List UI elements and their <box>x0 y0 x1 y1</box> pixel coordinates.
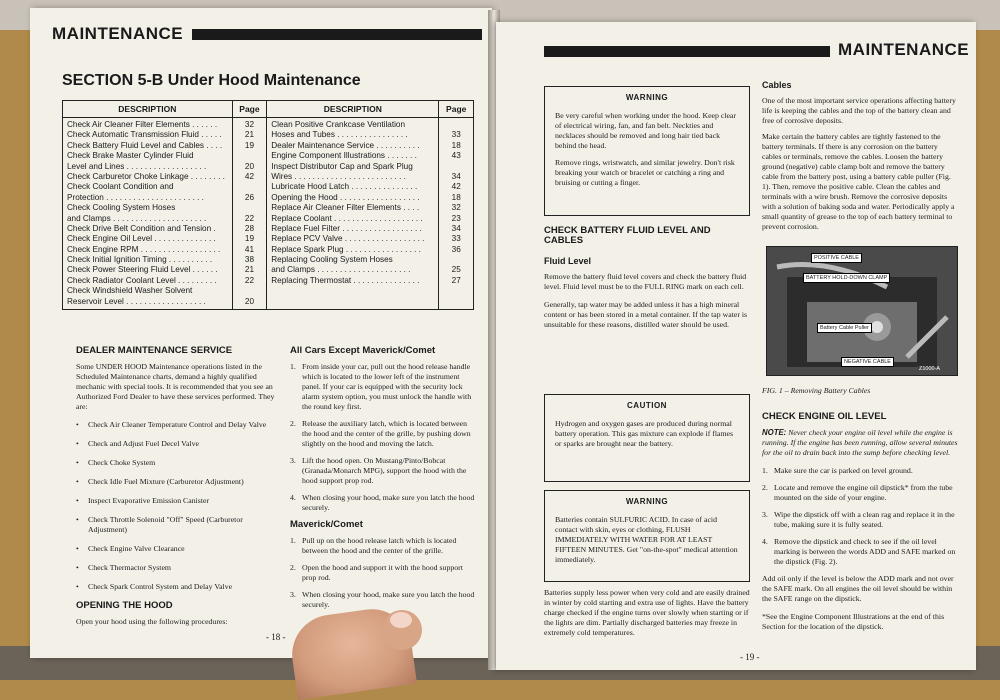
toc-entry: Check Coolant Condition and <box>67 182 174 192</box>
toc-page-number: 21 <box>244 265 254 275</box>
toc-entry: Check Carburetor Choke Linkage . . . . . . . . <box>67 171 225 181</box>
battery-photo <box>766 246 958 376</box>
step-item <box>290 590 478 610</box>
step-number: 3. <box>762 510 768 519</box>
dealer-item: • Check Engine Valve Clearance <box>76 544 276 554</box>
step-text: Locate and remove the engine oil dipstick* from the tube mounted on the side of your engine. <box>774 483 953 502</box>
toc-column-1-pages <box>232 118 267 310</box>
warning-1-text-1: Be very careful when working under the hood. Keep clear of electrical wiring, fan, and fan belt. Neckties and necklaces should be removed and long hair tied back behind the head. <box>555 111 736 150</box>
step-item <box>290 419 478 449</box>
toc-page-number <box>237 203 263 213</box>
toc-entry: and Clamps . . . . . . . . . . . . . . . . . . . . . <box>271 265 411 275</box>
toc-page-number: 38 <box>244 255 254 265</box>
header-bar-right <box>544 46 830 57</box>
toc-page-number: 32 <box>451 203 461 213</box>
toc-page-number: 34 <box>451 223 461 233</box>
fluid-text-2: Generally, tap water may be added unless it has a high mineral content or has been stored in a metal container. If the tap water is unsuitable for these reasons, distilled water should be used. <box>544 300 748 329</box>
toc-page-number: 41 <box>244 244 254 254</box>
table-header-description-2: DESCRIPTION <box>267 101 439 118</box>
figure-caption: FIG. 1 – Removing Battery Cables <box>762 386 871 395</box>
toc-column-1-items <box>63 118 233 310</box>
step-item <box>762 466 958 476</box>
toc-entry: Check Power Steering Fluid Level . . . . . . <box>67 265 218 275</box>
fluid-level-title: Fluid Level <box>544 256 592 266</box>
battery-illustration <box>767 247 957 375</box>
toc-page-number: 22 <box>244 275 254 285</box>
step-item <box>290 536 478 556</box>
toc-page-number: 19 <box>244 234 254 244</box>
toc-page-number: 32 <box>244 120 254 129</box>
dealer-title: DEALER MAINTENANCE SERVICE <box>76 345 233 356</box>
maverick-steps <box>290 536 478 610</box>
dealer-column <box>76 346 276 627</box>
toc-page-number <box>443 162 469 172</box>
toc-entry: Check Drive Belt Condition and Tension . <box>67 223 216 233</box>
toc-entry: Check Radiator Coolant Level . . . . . . . . . <box>67 275 217 285</box>
label-positive-cable: POSITIVE CABLE <box>811 253 862 263</box>
toc-page-number: 25 <box>451 265 461 275</box>
step-item <box>762 510 958 530</box>
left-page-header: MAINTENANCE <box>52 24 184 43</box>
toc-page-number <box>443 255 469 265</box>
step-text: Release the auxiliary latch, which is located between the hood and the center of the grille, by pushing down slightly on the hood and moving the latch. <box>302 419 471 448</box>
toc-entry: Replacing Cooling System Hoses <box>271 255 393 265</box>
toc-page-number: 22 <box>244 213 254 223</box>
dealer-item: • Check Idle Fuel Mixture (Carburetor Adjustment) <box>76 477 276 487</box>
table-header-description: DESCRIPTION <box>63 101 233 118</box>
step-item <box>290 456 478 486</box>
toc-page-number <box>237 151 263 161</box>
step-text: When closing your hood, make sure you latch the hood securely. <box>302 493 475 512</box>
step-text: Make sure the car is parked on level ground. <box>774 466 913 475</box>
page-number-18: - 18 - <box>266 632 286 642</box>
oil-steps <box>762 466 958 567</box>
toc-entry: Wires . . . . . . . . . . . . . . . . . . . . . . . . . <box>271 171 406 181</box>
oil-section <box>762 412 958 632</box>
toc-page-number: 42 <box>451 182 461 192</box>
warning-box-1 <box>544 86 750 216</box>
toc-entry: Replace Spark Plug . . . . . . . . . . . . . . . . . <box>271 244 421 254</box>
step-number: 2. <box>762 483 768 492</box>
cables-text-2: Make certain the battery cables are tightly fastened to the battery terminals. If there is any corrosion on the battery cables or terminals, remove the cables. Loosen the battery ground (negative) cable clamp bolt and remove the battery cable from the battery post, using a battery cable puller (Fig. 1). Then, remove the positive cable. Clean the cables and terminals with a wire brush. Remove the corrosive deposits with a solution of baking soda and water. Periodically apply a small quantity of grease to the top of each battery terminal to prevent corrosion. <box>762 132 955 231</box>
step-item <box>762 483 958 503</box>
table-header-page-2: Page <box>439 101 474 118</box>
toc-column-2-items <box>267 118 439 310</box>
toc-entry: Check Engine RPM . . . . . . . . . . . . . . . . . . <box>67 244 221 254</box>
check-battery-title: CHECK BATTERY FLUID LEVEL AND CABLES <box>544 225 711 246</box>
cables-title: Cables <box>762 80 792 90</box>
step-number: 1. <box>290 536 296 545</box>
toc-page-number: 19 <box>244 140 254 150</box>
toc-page-number: 18 <box>451 140 461 150</box>
toc-page-number <box>237 286 263 296</box>
batteries-text: Batteries supply less power when very cold and are easily drained in winter by cold starting and extra use of lights. Have the battery charge checked if the engine turns over slowly when starting or if the lights are dim. Partially discharged batteries may freeze in extremely cold temperatures. <box>544 588 750 637</box>
step-number: 4. <box>762 537 768 546</box>
step-number: 2. <box>290 419 296 428</box>
toc-entry: and Clamps . . . . . . . . . . . . . . . . . . . . . <box>67 213 207 223</box>
toc-entry: Check Cooling System Hoses <box>67 203 176 213</box>
toc-entry: Replace Fuel Filter . . . . . . . . . . . . . . . . . . <box>271 223 422 233</box>
toc-entry: Check Automatic Transmission Fluid . . . . . <box>67 130 222 140</box>
toc-page-number: 27 <box>451 275 461 285</box>
cables-text-1: One of the most important service operations affecting battery life is keeping the cables and the top of the battery clean and free of corrosive deposits. <box>762 96 956 125</box>
toc-page-number: 21 <box>244 130 254 140</box>
dealer-item: • Check Spark Control System and Delay Valve <box>76 582 276 592</box>
dealer-list <box>76 420 276 592</box>
table-header-page: Page <box>232 101 267 118</box>
toc-entry: Check Air Cleaner Filter Elements . . . . . . <box>67 120 218 129</box>
caution-text: Hydrogen and oxygen gases are produced during normal battery operation. This gas mixture can explode if flames or sparks are brought near the battery. <box>555 419 734 448</box>
step-text: Lift the hood open. On Mustang/Pinto/Bobcat (Granada/Monarch MPG), support the hood with the hood support prop rod. <box>302 456 467 485</box>
dealer-item: • Check Thermactor System <box>76 563 276 573</box>
step-item <box>290 493 478 513</box>
oil-title: CHECK ENGINE OIL LEVEL <box>762 411 887 422</box>
section-title: SECTION 5-B Under Hood Maintenance <box>62 72 361 89</box>
fluid-text-1: Remove the battery fluid level covers and check the battery fluid level. Fluid level must be to the FULL RING mark on each cell. <box>544 272 747 291</box>
opening-title: OPENING THE HOOD <box>76 600 173 611</box>
dealer-intro: Some UNDER HOOD Maintenance operations listed in the Scheduled Maintenance charts, demand a highly qualified mechanic with special tools. It is recommended that you see an Authorized Ford Dealer to have these services performed. They are: <box>76 362 275 411</box>
toc-entry: Dealer Maintenance Service . . . . . . . . . . <box>271 140 420 150</box>
step-number: 2. <box>290 563 296 572</box>
label-negative-cable: NEGATIVE CABLE <box>841 357 894 367</box>
toc-entry: Opening the Hood . . . . . . . . . . . . . . . . . . <box>271 192 420 202</box>
toc-column-2-pages <box>439 118 474 310</box>
toc-page-number: 20 <box>244 296 254 306</box>
toc-page-number: 42 <box>244 171 254 181</box>
cables-section <box>762 80 958 232</box>
toc-page-number: 23 <box>451 213 461 223</box>
toc-entry: Engine Component Illustrations . . . . . . . <box>271 151 417 161</box>
toc-entry: Check Engine Oil Level . . . . . . . . . . . . . . <box>67 234 216 244</box>
label-cable-puller: Battery Cable Puller <box>817 323 872 333</box>
step-number: 1. <box>762 466 768 475</box>
toc-page-number: 43 <box>451 151 461 161</box>
warning-title-1: WARNING <box>625 93 669 102</box>
left-page <box>30 8 492 658</box>
right-page-header: MAINTENANCE <box>838 40 970 59</box>
contents-table <box>62 100 474 310</box>
toc-entry: Inspect Distributor Cap and Spark Plug <box>271 161 413 171</box>
right-page <box>496 22 976 670</box>
step-text: Wipe the dipstick off with a clean rag and replace it in the tube, making sure it is fully seated. <box>774 510 955 529</box>
cars-steps <box>290 362 478 513</box>
page-number-19: - 19 - <box>740 652 760 662</box>
toc-entry: Replace Air Cleaner Filter Elements . . . . <box>271 203 420 213</box>
toc-page-number <box>237 182 263 192</box>
oil-note: Never check your engine oil level while the engine is running. If the engine has been running, allow several minutes for the oil to drain back into the sump before checking level. <box>762 428 958 457</box>
maverick-title: Maverick/Comet <box>290 519 363 530</box>
dealer-item: • Check Air Cleaner Temperature Control and Delay Valve <box>76 420 276 430</box>
toc-entry: Level and Lines . . . . . . . . . . . . . . . . . . <box>67 161 207 171</box>
toc-page-number: 33 <box>451 130 461 140</box>
toc-entry: Hoses and Tubes . . . . . . . . . . . . . . . . <box>271 130 408 140</box>
toc-page-number: 26 <box>244 192 254 202</box>
oil-add-text: Add oil only if the level is below the ADD mark and not over the SAFE mark. On all engines the oil level should be within the SAFE range on the dipstick. <box>762 574 954 603</box>
toc-entry: Replacing Thermostat . . . . . . . . . . . . . . . <box>271 275 420 285</box>
label-hold-down-clamp: BATTERY HOLD-DOWN CLAMP <box>803 273 890 283</box>
toc-page-number: 36 <box>451 244 461 254</box>
opening-text: Open your hood using the following procedures: <box>76 617 228 626</box>
procedure-column <box>290 346 478 617</box>
step-text: Remove the dipstick and check to see if the oil level marking is between the words ADD and SAFE marked on the dipstick (Fig. 2). <box>774 537 956 566</box>
toc-entry: Replace Coolant . . . . . . . . . . . . . . . . . . . . <box>271 213 423 223</box>
step-text: From inside your car, pull out the hood release handle which is located to the lower left of the instrument panel. If your car is equipped with the security lock alarm system option, you must unlock the handle with the round key first. <box>302 362 472 411</box>
step-number: 3. <box>290 590 296 599</box>
dealer-item: • Check and Adjust Fuel Decel Valve <box>76 439 276 449</box>
step-item <box>762 537 958 567</box>
step-number: 3. <box>290 456 296 465</box>
toc-page-number <box>443 120 469 130</box>
step-number: 4. <box>290 493 296 502</box>
warning-title-2: WARNING <box>625 497 669 506</box>
toc-entry: Clean Positive Crankcase Ventilation <box>271 120 406 129</box>
step-text: When closing your hood, make sure you latch the hood securely. <box>302 590 475 609</box>
dealer-item: • Inspect Evaporative Emission Canister <box>76 496 276 506</box>
warning-2-text: Batteries contain SULFURIC ACID. In case of acid contact with skin, eyes or clothing, FLUSH IMMEDIATELY WITH WATER FOR AT LEAST FIFTEEN MINUTES. Get "on-the-spot" medical attention immediately. <box>555 515 738 564</box>
toc-entry: Replace PCV Valve . . . . . . . . . . . . . . . . . . <box>271 234 425 244</box>
caution-title: CAUTION <box>627 401 667 410</box>
step-number: 1. <box>290 362 296 371</box>
toc-entry: Protection . . . . . . . . . . . . . . . . . . . . . . <box>67 192 204 202</box>
toc-page-number: 18 <box>451 192 461 202</box>
caution-box <box>544 394 750 482</box>
toc-page-number: 34 <box>451 171 461 181</box>
step-text: Open the hood and support it with the hood support prop rod. <box>302 563 463 582</box>
dealer-item: • Check Choke System <box>76 458 276 468</box>
toc-entry: Check Brake Master Cylinder Fluid <box>67 151 194 161</box>
step-item <box>290 563 478 583</box>
toc-entry: Check Battery Fluid Level and Cables . . . . <box>67 140 223 150</box>
warning-box-2 <box>544 490 750 582</box>
dealer-item: • Check Throttle Solenoid "Off" Speed (Carburetor Adjustment) <box>76 515 276 535</box>
header-bar <box>192 29 482 40</box>
step-item <box>290 362 478 412</box>
warning-1-text-2: Remove rings, wristwatch, and similar jewelry. Don't risk breaking your watch or bracelet or catching a ring and bruising or cutting a finger. <box>555 158 735 187</box>
toc-entry: Lubricate Hood Latch . . . . . . . . . . . . . . . <box>271 182 418 192</box>
toc-page-number: 28 <box>244 223 254 233</box>
label-figure-code: Z1000-A <box>919 366 941 372</box>
oil-note-label: NOTE: <box>762 428 787 437</box>
step-text: Pull up on the hood release latch which is located between the hood and the center of the grille. <box>302 536 457 555</box>
toc-entry: Reservoir Level . . . . . . . . . . . . . . . . . . <box>67 296 206 306</box>
battery-section <box>544 226 750 330</box>
toc-page-number: 33 <box>451 234 461 244</box>
toc-entry: Check Initial Ignition Timing . . . . . . . . . . <box>67 255 213 265</box>
cars-title: All Cars Except Maverick/Comet <box>290 345 436 356</box>
oil-footnote: *See the Engine Component Illustrations at the end of this Section for the location of the dipstick. <box>762 612 945 631</box>
toc-page-number: 20 <box>244 161 254 171</box>
thumbnail <box>390 612 412 628</box>
toc-entry: Check Windshield Washer Solvent <box>67 286 193 296</box>
